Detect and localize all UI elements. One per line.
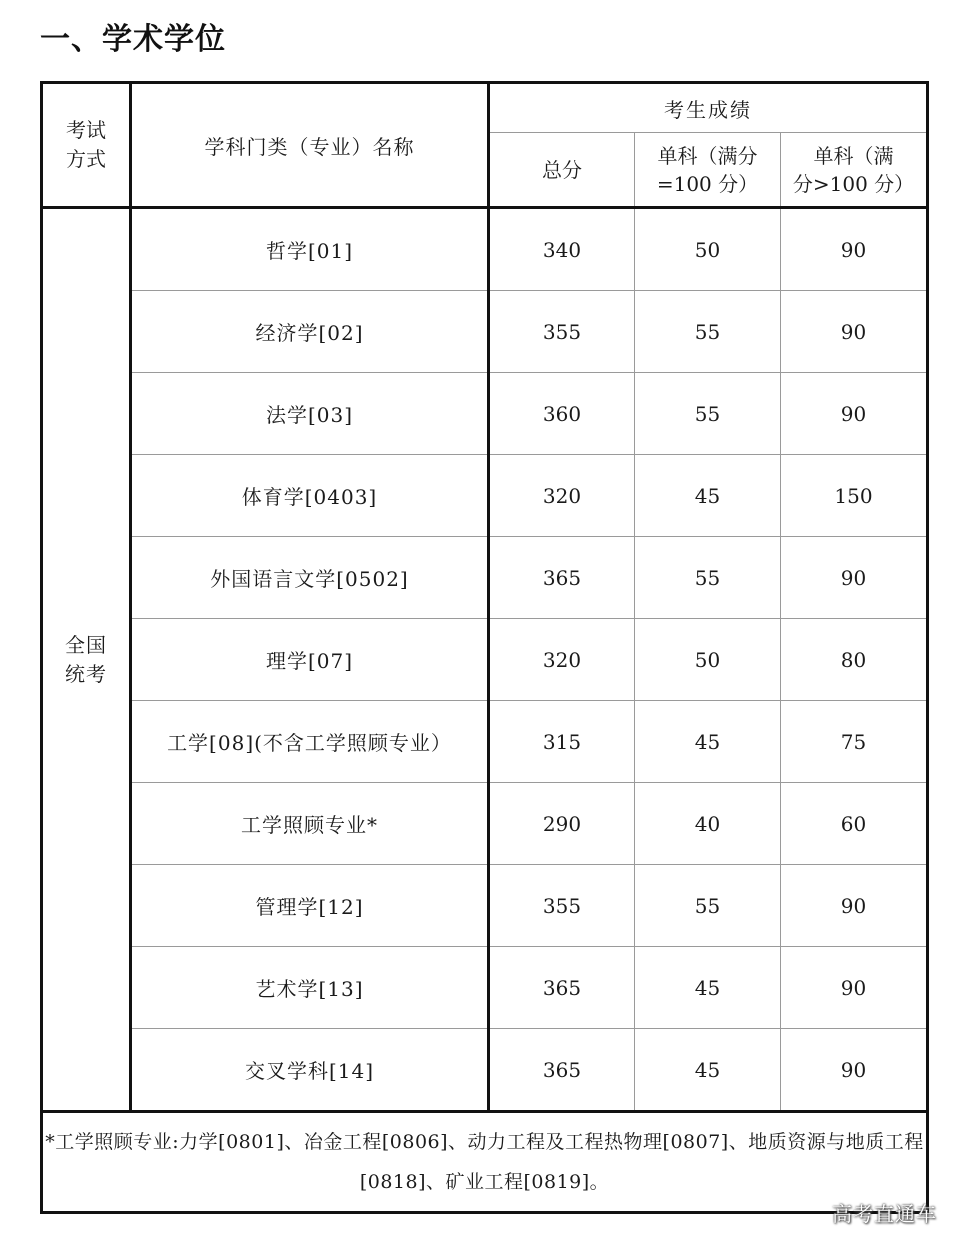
single-100-cell: 55 [635, 373, 781, 455]
single-over-100-cell: 90 [781, 865, 928, 947]
header-exam-method-label: 考试 方式 [66, 118, 106, 171]
single-over-100-cell: 90 [781, 291, 928, 373]
subject-name-cell: 艺术学[13] [131, 947, 489, 1029]
table-row [42, 1029, 928, 1112]
single-over-100-cell: 90 [781, 947, 928, 1029]
subject-name-cell: 法学[03] [131, 373, 489, 455]
header-score-group: 考生成绩 [489, 83, 928, 133]
single-over-100-cell: 60 [781, 783, 928, 865]
subject-name-cell: 管理学[12] [131, 865, 489, 947]
total-score-cell: 365 [489, 947, 635, 1029]
single-100-cell: 55 [635, 291, 781, 373]
table-row [42, 947, 928, 1029]
table-row [42, 865, 928, 947]
single-100-cell: 45 [635, 455, 781, 537]
subject-name-cell: 理学[07] [131, 619, 489, 701]
single-100-cell: 55 [635, 865, 781, 947]
subject-name-cell: 工学照顾专业* [131, 783, 489, 865]
total-score-cell: 290 [489, 783, 635, 865]
exam-method-value: 全国 统考 [65, 632, 107, 686]
total-score-cell: 340 [489, 208, 635, 291]
subject-name-cell: 哲学[01] [131, 208, 489, 291]
single-100-cell: 45 [635, 701, 781, 783]
table-row [42, 783, 928, 865]
total-score-cell: 365 [489, 1029, 635, 1112]
total-score-cell: 355 [489, 865, 635, 947]
table-row [42, 291, 928, 373]
single-over-100-cell: 90 [781, 537, 928, 619]
single-over-100-cell: 80 [781, 619, 928, 701]
header-single-100-label: 单科（满分 =100 分） [656, 143, 759, 196]
single-100-cell: 40 [635, 783, 781, 865]
single-over-100-cell: 150 [781, 455, 928, 537]
subject-name-cell: 交叉学科[14] [131, 1029, 489, 1112]
footnote: *工学照顾专业:力学[0801]、冶金工程[0806]、动力工程及工程热物理[0807]、地质资源与地质工程[0818]、矿业工程[0819]。 [42, 1112, 928, 1213]
total-score-cell: 315 [489, 701, 635, 783]
total-score-cell: 355 [489, 291, 635, 373]
subject-name-cell: 工学[08](不含工学照顾专业） [131, 701, 489, 783]
exam-method-cell [42, 208, 131, 1112]
watermark-text: 高考直通车 [832, 1202, 937, 1226]
header-single-100 [635, 133, 781, 208]
single-100-cell: 45 [635, 947, 781, 1029]
single-over-100-cell: 90 [781, 373, 928, 455]
subject-name-cell: 体育学[0403] [131, 455, 489, 537]
page-title: 一、学术学位 [40, 22, 226, 57]
subject-name-cell: 外国语言文学[0502] [131, 537, 489, 619]
single-over-100-cell: 90 [781, 1029, 928, 1112]
table-row [42, 537, 928, 619]
single-100-cell: 50 [635, 208, 781, 291]
single-over-100-cell: 75 [781, 701, 928, 783]
header-exam-method [42, 83, 131, 208]
score-table [40, 81, 929, 1214]
total-score-cell: 365 [489, 537, 635, 619]
total-score-cell: 320 [489, 619, 635, 701]
single-100-cell: 45 [635, 1029, 781, 1112]
table-row [42, 373, 928, 455]
total-score-cell: 360 [489, 373, 635, 455]
table-row [42, 701, 928, 783]
header-total-score: 总分 [489, 133, 635, 208]
total-score-cell: 320 [489, 455, 635, 537]
table-row [42, 619, 928, 701]
single-100-cell: 50 [635, 619, 781, 701]
single-over-100-cell: 90 [781, 208, 928, 291]
subject-name-cell: 经济学[02] [131, 291, 489, 373]
single-100-cell: 55 [635, 537, 781, 619]
table-row [42, 455, 928, 537]
header-single-over-100-label: 单科（满 分>100 分） [792, 143, 915, 196]
header-single-over-100 [781, 133, 928, 208]
header-subject-name: 学科门类（专业）名称 [131, 83, 489, 208]
table-row [42, 208, 928, 291]
